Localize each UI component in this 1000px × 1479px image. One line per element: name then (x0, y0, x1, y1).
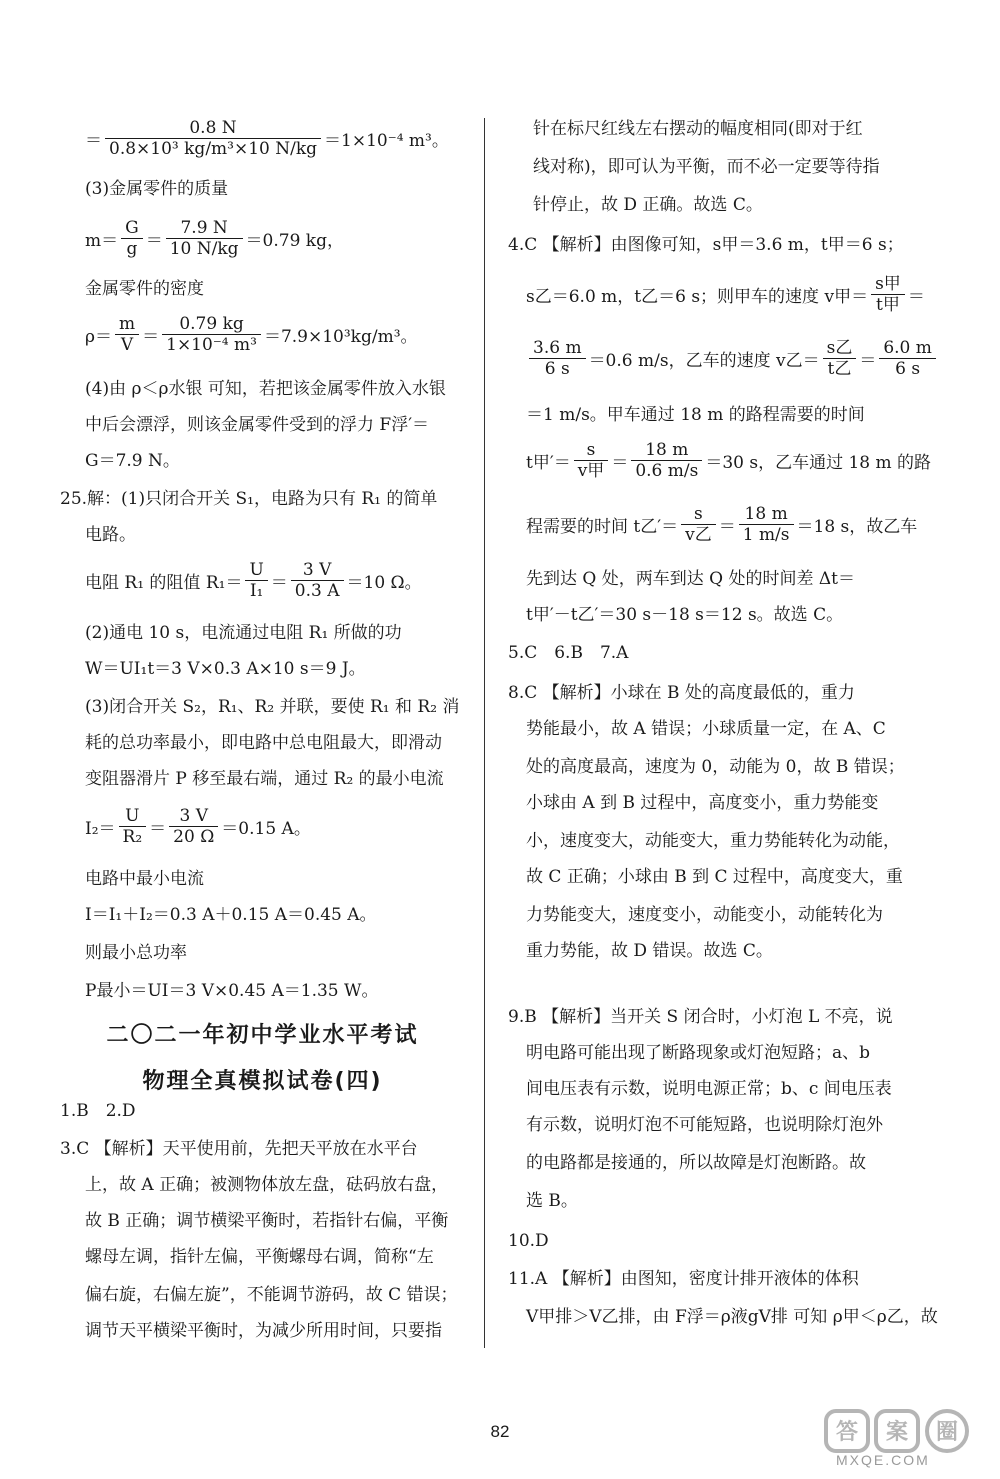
text-line: 螺母左调，指针左偏，平衡螺母右调，简称“左 (85, 1247, 434, 1267)
text-line: V甲排＞V乙排，由 F浮＝ρ液gV排 可知 ρ甲＜ρ乙，故 (526, 1307, 938, 1327)
text-line: (3)闭合开关 S₂，R₁、R₂ 并联，要使 R₁ 和 R₂ 消 (85, 697, 460, 717)
text-line: 4.C 【解析】由图像可知，s甲＝3.6 m，t甲＝6 s； (508, 235, 904, 255)
formula-line: 程需要的时间 t乙′＝ $\frac{s}{\text{v乙}}$ ＝ $\frac{18 m}{1 m/s}$ ＝18 s，故乙车 (526, 504, 918, 545)
text-line: 中后会漂浮，则该金属零件受到的浮力 F浮′＝ (85, 415, 430, 435)
text-line: (4)由 ρ＜ρ水银 可知，若把该金属零件放入水银 (85, 379, 446, 399)
text-line: 小，速度变大，动能变大，重力势能转化为动能， (526, 831, 900, 851)
text-line: 先到达 Q 处，两车到达 Q 处的时间差 Δt＝ (526, 569, 856, 589)
formula-line: ＝ $\frac{0.8 N}{\text{0.8×10³ kg/m³×10 N/kg}}$ ＝1×10⁻⁴ m³。 (85, 118, 449, 159)
formula-line: t甲′＝ $\frac{s}{\text{v甲}}$ ＝ $\frac{18 m}{0.6 m/s}$ ＝30 s，乙车通过 18 m 的路 (526, 440, 932, 481)
text-line: 小球由 A 到 B 过程中，高度变小，重力势能变 (526, 793, 879, 813)
column-divider (484, 118, 485, 1348)
text-line: 5.C 6.B 7.A (508, 643, 629, 663)
text-line: 金属零件的密度 (85, 279, 204, 299)
formula-line: I₂＝ $\frac{U}{\text{R₂}}$ ＝ $\frac{3 V}{20 \Omega}$ ＝0.15 A。 (85, 806, 311, 847)
formula-line: $\frac{3.6 m}{6 s}$ ＝0.6 m/s，乙车的速度 v乙＝ $\frac{\text{s乙}}{\text{t乙}}$ ＝ $\frac{6.0 m}{6 s}$ (526, 338, 939, 379)
text-line: 耗的总功率最小，即电路中总电阻最大，即滑动 (85, 733, 442, 753)
text-line: 处的高度最高，速度为 0，动能为 0，故 B 错误； (526, 757, 905, 777)
formula-line: ρ＝ $\frac{m}{V}$ ＝ $\frac{0.79 kg}{\text{1×10⁻⁴ m³}}$ ＝7.9×10³kg/m³。 (85, 314, 418, 355)
text-line: 11.A 【解析】由图知，密度计排开液体的体积 (508, 1269, 859, 1289)
text-line: 上，故 A 正确；被测物体放左盘，砝码放右盘， (85, 1175, 449, 1195)
text-line: 1.B 2.D (60, 1101, 136, 1121)
text-line: t甲′－t乙′＝30 s－18 s＝12 s。故选 C。 (526, 605, 844, 625)
text-line: 势能最小，故 A 错误；小球质量一定，在 A、C (526, 719, 886, 739)
text-line: 25.解：(1)只闭合开关 S₁，电路为只有 R₁ 的简单 (60, 489, 438, 509)
section-heading: 二〇二一年初中学业水平考试 (106, 1023, 419, 1048)
formula-line: 电阻 R₁ 的阻值 R₁＝ $\frac{U}{\text{I₁}}$ ＝ $\frac{3 V}{0.3 A}$ ＝10 Ω。 (85, 560, 422, 601)
text-line: 故 C 正确；小球由 B 到 C 过程中，高度变大，重 (526, 867, 903, 887)
text-line: 变阻器滑片 P 移至最右端，通过 R₂ 的最小电流 (85, 769, 444, 789)
fraction: $\frac{0.8 N}{\text{0.8×10³ kg/m³×10 N/kg}}$ (105, 118, 321, 159)
page-number: 82 (490, 1422, 510, 1441)
text-line: 选 B。 (526, 1191, 578, 1211)
text-line: ＝1 m/s。甲车通过 18 m 的路程需要的时间 (526, 405, 865, 425)
text-line: 调节天平横梁平衡时，为减少所用时间，只要指 (85, 1321, 442, 1341)
text-line: 9.B 【解析】当开关 S 闭合时，小灯泡 L 不亮，说 (508, 1007, 893, 1027)
svg-text:案: 案 (885, 1420, 909, 1445)
text-line: 针在标尺红线左右摆动的幅度相同(即对于红 (533, 119, 863, 139)
text-line: 有示数，说明灯泡不可能短路，也说明除灯泡外 (526, 1115, 883, 1135)
svg-text:圈: 圈 (935, 1420, 959, 1445)
text-line: 线对称)，即可认为平衡，而不必一定要等待指 (533, 157, 880, 177)
text-line: I＝I₁＋I₂＝0.3 A＋0.15 A＝0.45 A。 (85, 905, 377, 925)
text-line: 故 B 正确；调节横梁平衡时，若指针右偏，平衡 (85, 1211, 449, 1231)
text-line: (3)金属零件的质量 (85, 179, 229, 199)
text-line: P最小＝UI＝3 V×0.45 A＝1.35 W。 (85, 981, 379, 1001)
formula-line: m＝ $\frac{G}{g}$ ＝ $\frac{7.9 N}{10 N/kg}$ ＝0.79 kg， (85, 218, 344, 259)
text-line: 电路。 (85, 525, 136, 545)
text-line: 明电路可能出现了断路现象或灯泡短路；a、b (526, 1043, 871, 1063)
text-line: G＝7.9 N。 (85, 451, 180, 471)
text-line: 则最小总功率 (85, 943, 187, 963)
svg-text:答: 答 (835, 1420, 859, 1445)
text-line: 3.C 【解析】天平使用前，先把天平放在水平台 (60, 1139, 418, 1159)
text-line: (2)通电 10 s，电流通过电阻 R₁ 所做的功 (85, 623, 402, 643)
text-line: 偏右旋，右偏左旋”，不能调节游码，故 C 错误； (85, 1285, 458, 1305)
text-line: 力势能变大，速度变小，动能变小，动能转化为 (526, 905, 883, 925)
text-line: 10.D (508, 1231, 549, 1251)
text-line: 的电路都是接通的，所以故障是灯泡断路。故 (526, 1153, 866, 1173)
formula-line: s乙＝6.0 m，t乙＝6 s；则甲车的速度 v甲＝ $\frac{\text{s甲}}{\text{t甲}}$ ＝ (526, 274, 925, 315)
text-line: W＝UI₁t＝3 V×0.3 A×10 s＝9 J。 (85, 659, 366, 679)
watermark-site: MXQE.COM (836, 1452, 930, 1468)
text-line: 间电压表有示数，说明电源正常；b、c 间电压表 (526, 1079, 892, 1099)
text-line: 8.C 【解析】小球在 B 处的高度最低的，重力 (508, 683, 855, 703)
text-line: 电路中最小电流 (85, 869, 204, 889)
text-line: 重力势能，故 D 错误。故选 C。 (526, 941, 773, 961)
section-subheading: 物理全真模拟试卷(四) (142, 1069, 383, 1094)
text-line: 针停止，故 D 正确。故选 C。 (533, 195, 763, 215)
